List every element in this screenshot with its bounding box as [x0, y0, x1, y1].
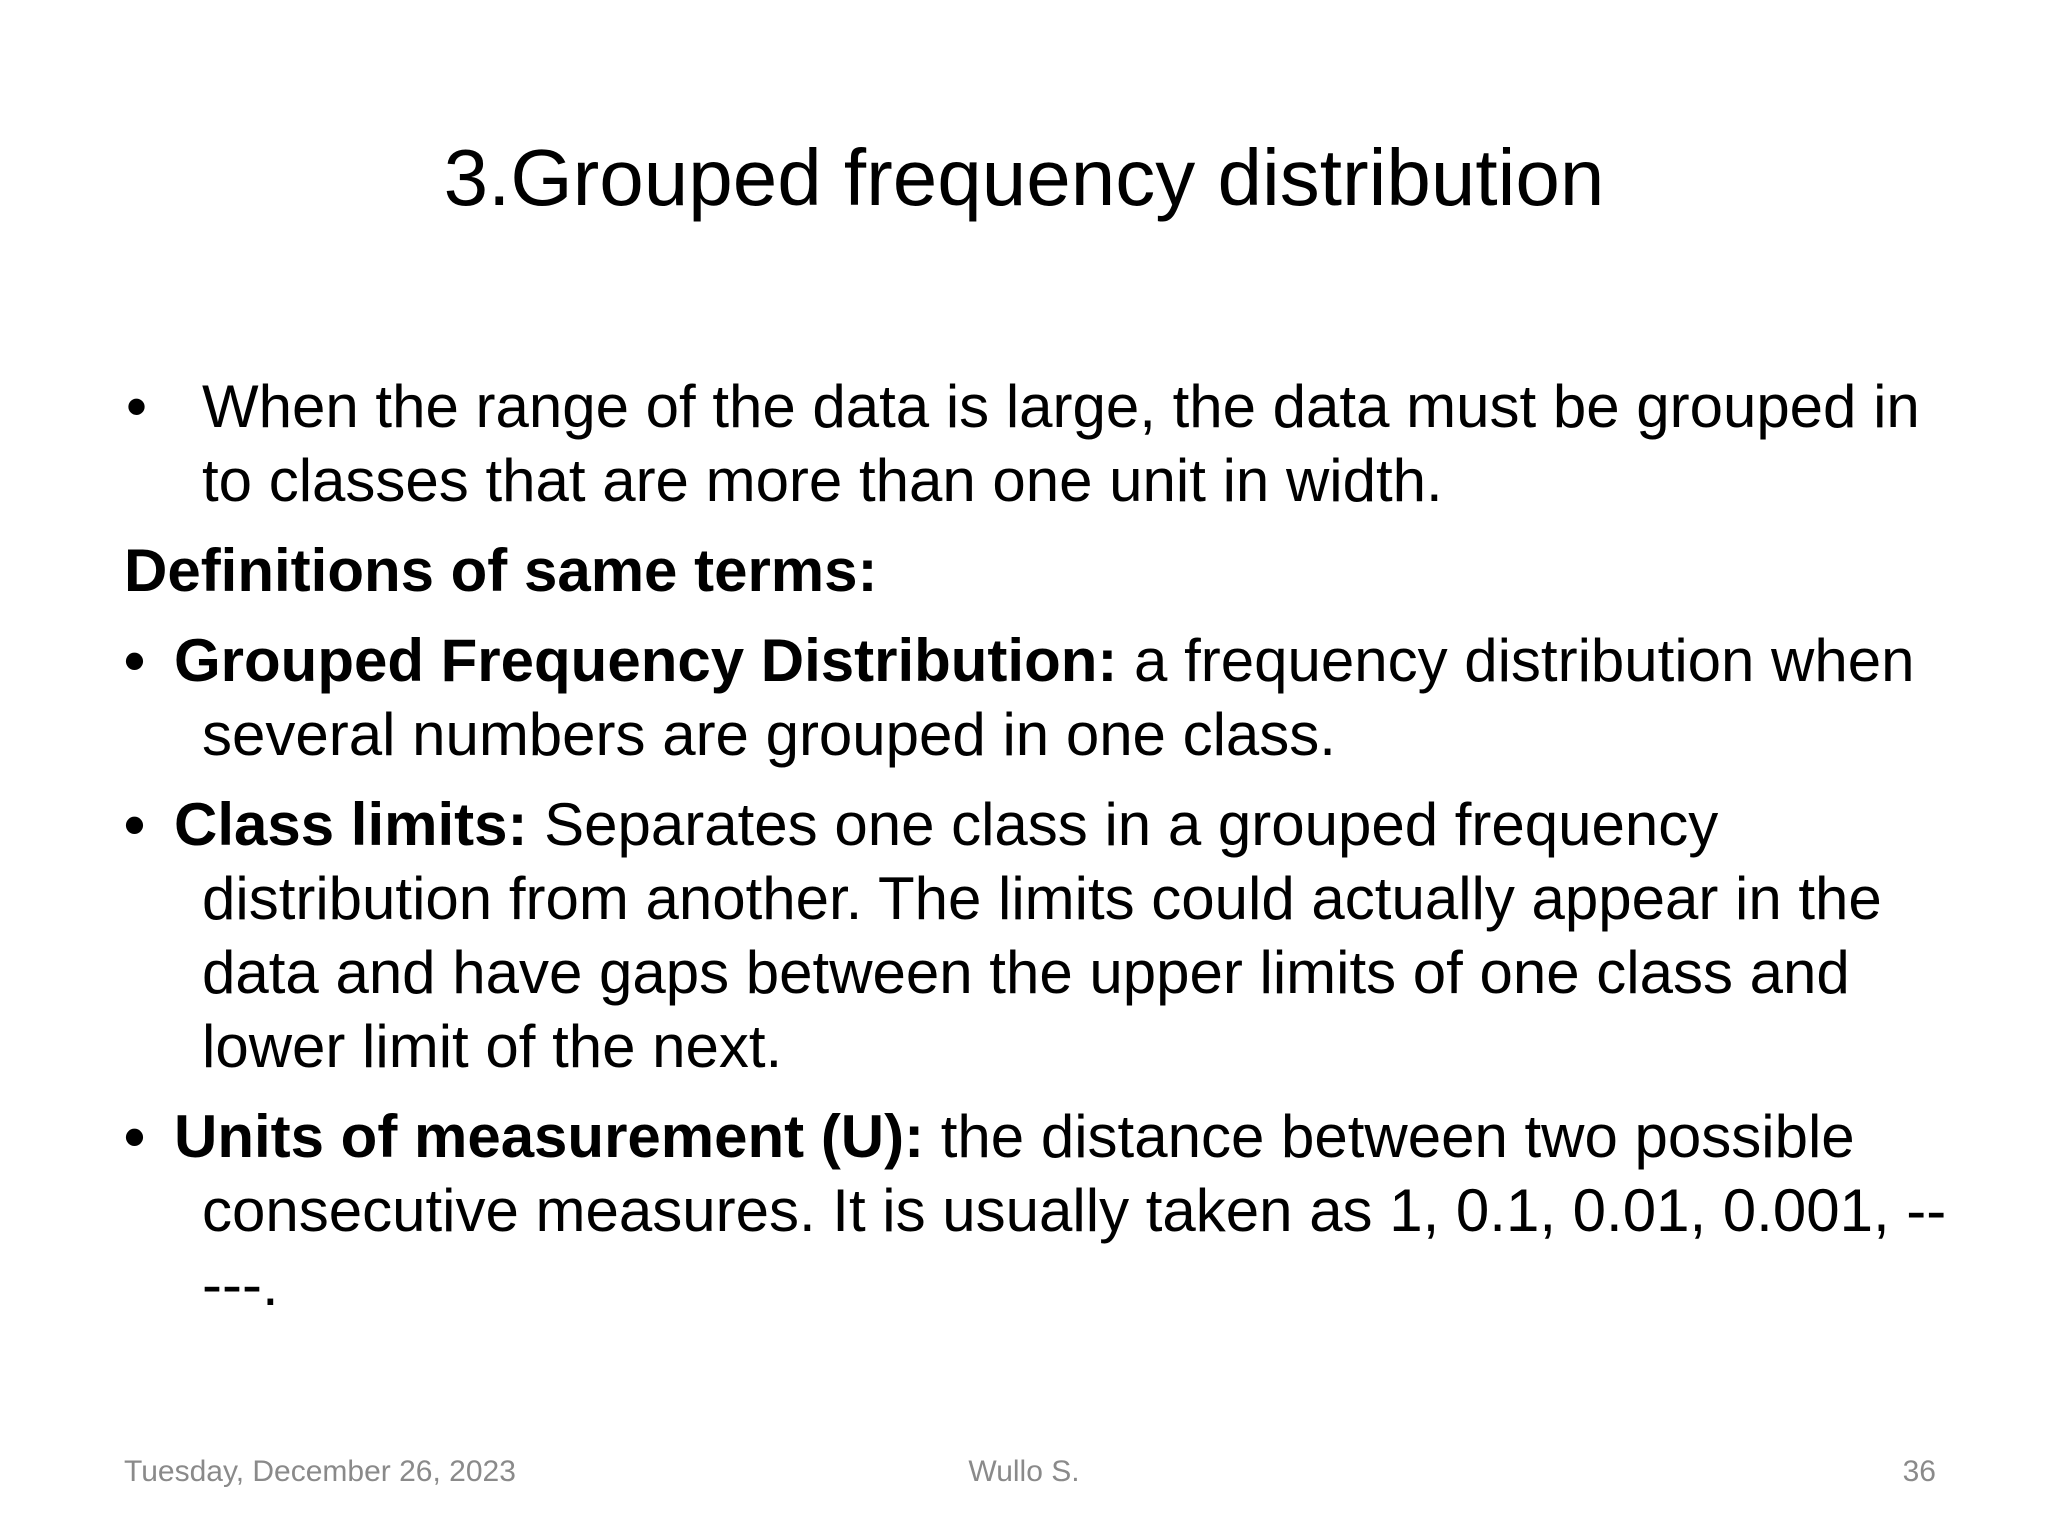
- definition-text: Separates one class in a grouped frequency distribution from another. The limits could actually appear in the data and have gaps between the upper limits of one class and lower limit of the next.: [202, 791, 1882, 1080]
- slide-body: [124, 370, 1954, 1338]
- intro-text: When the range of the data is large, the data must be grouped in to classes that are more than one unit in width.: [202, 373, 1920, 514]
- footer-date: Tuesday, December 26, 2023: [124, 1455, 516, 1488]
- bullet-icon: •: [124, 627, 146, 694]
- definition-term: Grouped Frequency Distribution:: [174, 627, 1118, 694]
- definition-item-grouped-frequency: [124, 624, 1954, 772]
- intro-bullet-item: [124, 370, 1954, 518]
- definition-term: Units of measurement (U):: [174, 1103, 925, 1170]
- definition-item-units-of-measurement: [124, 1100, 1954, 1322]
- definitions-heading: Definitions of same terms:: [124, 537, 878, 604]
- definition-text: a frequency distribution when several numbers are grouped in one class.: [202, 627, 1915, 768]
- slide-title: 3.Grouped frequency distribution: [443, 133, 1605, 222]
- bullet-icon: •: [126, 373, 148, 440]
- footer-page-number: 36: [1902, 1455, 1936, 1488]
- bullet-icon: •: [124, 791, 146, 858]
- footer-author: Wullo S.: [968, 1455, 1080, 1488]
- definition-term: Class limits:: [174, 791, 528, 858]
- bullet-icon: •: [124, 1103, 146, 1170]
- definition-item-class-limits: [124, 788, 1954, 1084]
- definition-text: the distance between two possible consecutive measures. It is usually taken as 1, 0.1, 0.01, 0.001, -----.: [202, 1103, 1947, 1318]
